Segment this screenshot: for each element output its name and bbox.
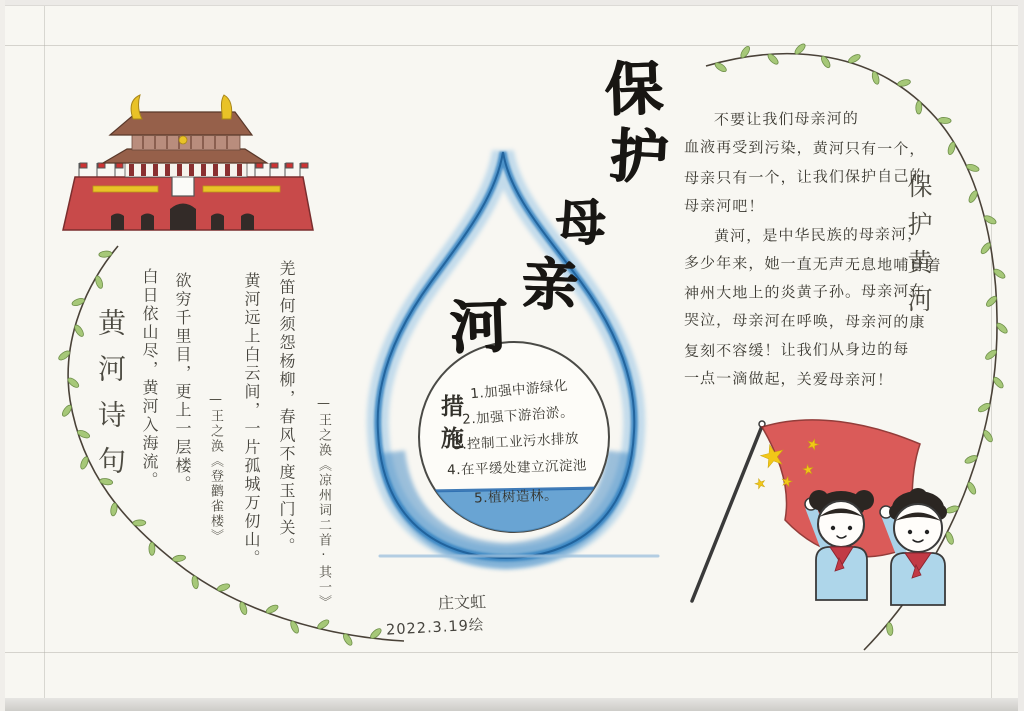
vine-leaf (897, 79, 911, 88)
title-char-1: 保 (603, 54, 665, 124)
vine-leaf (94, 275, 104, 289)
vine-leaf (265, 603, 279, 614)
gold-emblem (179, 136, 187, 144)
left-section-title: 黄河诗句 (94, 308, 127, 492)
vine-leaf (847, 53, 861, 65)
vine-leaf (238, 601, 248, 615)
vine-leaf (916, 101, 922, 114)
poem-column-2: 欲穷千里目，更上一层楼。 (173, 272, 192, 494)
banner-left (93, 186, 158, 192)
poem-column-5: 羌笛何须怨杨柳，春风不度玉门关。 (277, 260, 296, 556)
poem-column-4: 黄河远上白云间，一片孤城万仞山。 (242, 272, 261, 568)
vine-leaf (967, 189, 979, 203)
vine-leaf (172, 554, 186, 562)
flag-children-drawing (683, 408, 1013, 673)
vine-leaf (71, 297, 85, 307)
measure-item-3: 3.控制工业污水排放 (452, 430, 580, 454)
vine-leaf (289, 620, 300, 634)
vine-leaf (966, 163, 980, 173)
girl-face (818, 501, 864, 547)
right-text-line-10: 一点一滴做起，关爱母亲河！ (683, 368, 894, 390)
vine-leaf (871, 71, 880, 85)
right-text-line-6: 多少年来，她一直无声无息地哺育着 (683, 253, 942, 274)
right-section-title: 保护黄河 (904, 173, 933, 325)
poem-column-3: —王之涣《登鹳雀楼》 (208, 392, 223, 544)
title-char-4: 亲 (520, 252, 580, 319)
finial-left (131, 95, 142, 119)
tiananmen-drawing (55, 93, 327, 235)
right-text-line-5: 黄河，是中华民族的母亲河， (713, 224, 924, 245)
vine-leaf (110, 503, 118, 517)
signature-date: 2022.3.19绘 (385, 617, 485, 639)
right-text-line-3: 母亲只有一个，让我们保护自己的 (683, 166, 926, 188)
right-text-line-1: 不要让我们母亲河的 (713, 109, 860, 129)
vine-leaf (316, 618, 330, 630)
finial-right (221, 95, 231, 119)
svg-text:★: ★ (752, 475, 769, 494)
measures-label: 措施 (437, 394, 463, 458)
right-text-line-7: 神州大地上的炎黄子孙。母亲河在 (683, 282, 926, 303)
signature-name: 庄文虹 (437, 592, 487, 613)
right-text-line-4: 母亲河吧！ (683, 196, 765, 216)
svg-text:★: ★ (801, 462, 816, 479)
center-arch (170, 204, 196, 231)
svg-text:★: ★ (755, 436, 790, 477)
measure-item-5: 5.植树造林。 (473, 487, 559, 507)
vine-leaf (216, 582, 230, 592)
vine-leaf (947, 141, 957, 155)
poem-column-1: 白日依山尽，黄河入海流。 (140, 268, 159, 490)
title-char-2: 护 (608, 121, 670, 193)
right-text-line-2: 血液再受到污染，黄河只有一个， (683, 137, 926, 159)
vine-leaf (714, 61, 728, 73)
banner-right (203, 186, 280, 192)
measure-item-1: 1.加强中游绿化 (469, 377, 569, 403)
vine-leaf (149, 542, 155, 555)
svg-text:★: ★ (779, 473, 794, 492)
vine-leaf (73, 324, 85, 338)
right-text-line-9: 复刻不容缓！让我们从身边的每 (683, 340, 910, 361)
measure-item-2: 2.加强下游治淤。 (461, 404, 575, 428)
title-char-3: 母 (554, 192, 608, 254)
svg-text:★: ★ (804, 435, 822, 455)
vine-leaf (133, 520, 146, 527)
right-text-line-8: 哭泣，母亲河在呼唤，母亲河的康 (683, 311, 926, 332)
vine-leaf (79, 456, 89, 470)
title-char-5: 河 (448, 292, 510, 362)
vine-leaf (983, 214, 997, 225)
portrait-frame (172, 176, 194, 196)
measure-item-4: 4.在平缓处建立沉淀池 (446, 457, 588, 479)
flag-pole (692, 426, 762, 601)
poem-column-6: —王之涣《凉州词二首·其一》 (316, 396, 331, 610)
lower-roof (103, 149, 267, 163)
boy-face (894, 504, 942, 552)
vine-leaf (76, 429, 90, 440)
